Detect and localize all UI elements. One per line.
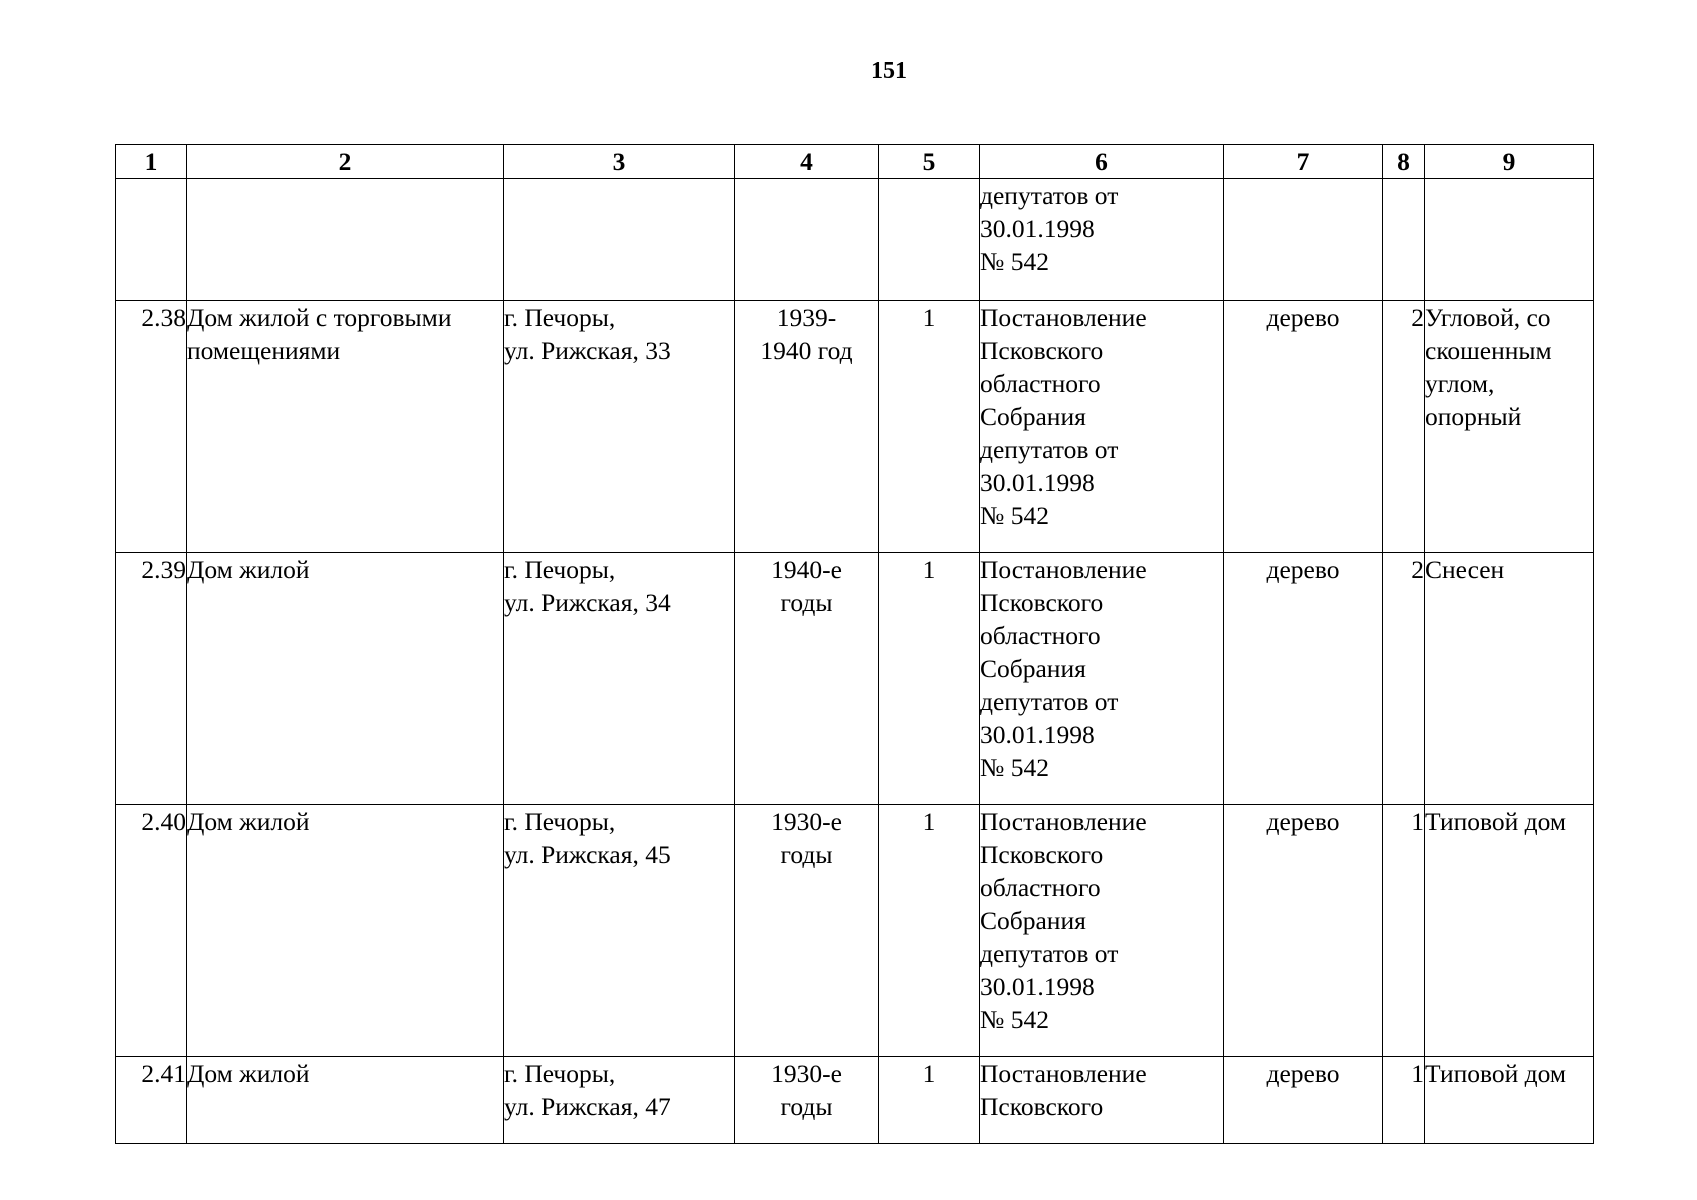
table-row [116,1057,1594,1144]
floors-cell: 1 [1383,1057,1425,1144]
empty-cell [187,179,504,301]
column-header: 9 [1425,145,1594,179]
table-row [116,301,1594,553]
row-number-cell: 2.40 [116,805,187,1057]
floors-cell: 2 [1383,553,1425,805]
address-cell: г. Печоры, ул. Рижская, 45 [504,805,735,1057]
column-header: 7 [1224,145,1383,179]
object-name-cell: Дом жилой с торговыми помещениями [187,301,504,553]
date-cell: 1930-е годы [735,805,879,1057]
category-cell: 1 [879,1057,980,1144]
table-row [116,805,1594,1057]
material-cell: дерево [1224,301,1383,553]
date-cell: 1940-е годы [735,553,879,805]
column-header: 8 [1383,145,1425,179]
page-number: 151 [871,58,907,84]
empty-cell [735,179,879,301]
category-cell: 1 [879,553,980,805]
header-row [116,145,1594,179]
column-header: 6 [980,145,1224,179]
floors-cell: 2 [1383,301,1425,553]
material-cell: дерево [1224,805,1383,1057]
document-cell: Постановление Псковского областного Собрания депутатов от 30.01.1998 № 542 [980,301,1224,553]
object-name-cell: Дом жилой [187,553,504,805]
note-cell: Типовой дом [1425,1057,1594,1144]
empty-cell [879,179,980,301]
column-header: 1 [116,145,187,179]
row-number-cell: 2.38 [116,301,187,553]
column-header: 2 [187,145,504,179]
date-cell: 1939- 1940 год [735,301,879,553]
material-cell: дерево [1224,1057,1383,1144]
column-header: 5 [879,145,980,179]
object-name-cell: Дом жилой [187,805,504,1057]
heritage-table [115,144,1594,1144]
empty-cell [1425,179,1594,301]
table-row [116,553,1594,805]
column-header: 4 [735,145,879,179]
document-cell: Постановление Псковского [980,1057,1224,1144]
table-row-continuation [116,179,1594,301]
address-cell: г. Печоры, ул. Рижская, 33 [504,301,735,553]
column-header: 3 [504,145,735,179]
empty-cell [1383,179,1425,301]
empty-cell [1224,179,1383,301]
address-cell: г. Печоры, ул. Рижская, 47 [504,1057,735,1144]
category-cell: 1 [879,805,980,1057]
document-cell: депутатов от 30.01.1998 № 542 [980,179,1224,301]
note-cell: Типовой дом [1425,805,1594,1057]
material-cell: дерево [1224,553,1383,805]
document-cell: Постановление Псковского областного Собрания депутатов от 30.01.1998 № 542 [980,805,1224,1057]
empty-cell [504,179,735,301]
note-cell: Угловой, со скошенным углом, опорный [1425,301,1594,553]
date-cell: 1930-е годы [735,1057,879,1144]
address-cell: г. Печоры, ул. Рижская, 34 [504,553,735,805]
empty-cell [116,179,187,301]
note-cell: Снесен [1425,553,1594,805]
object-name-cell: Дом жилой [187,1057,504,1144]
category-cell: 1 [879,301,980,553]
row-number-cell: 2.39 [116,553,187,805]
document-cell: Постановление Псковского областного Собрания депутатов от 30.01.1998 № 542 [980,553,1224,805]
floors-cell: 1 [1383,805,1425,1057]
row-number-cell: 2.41 [116,1057,187,1144]
